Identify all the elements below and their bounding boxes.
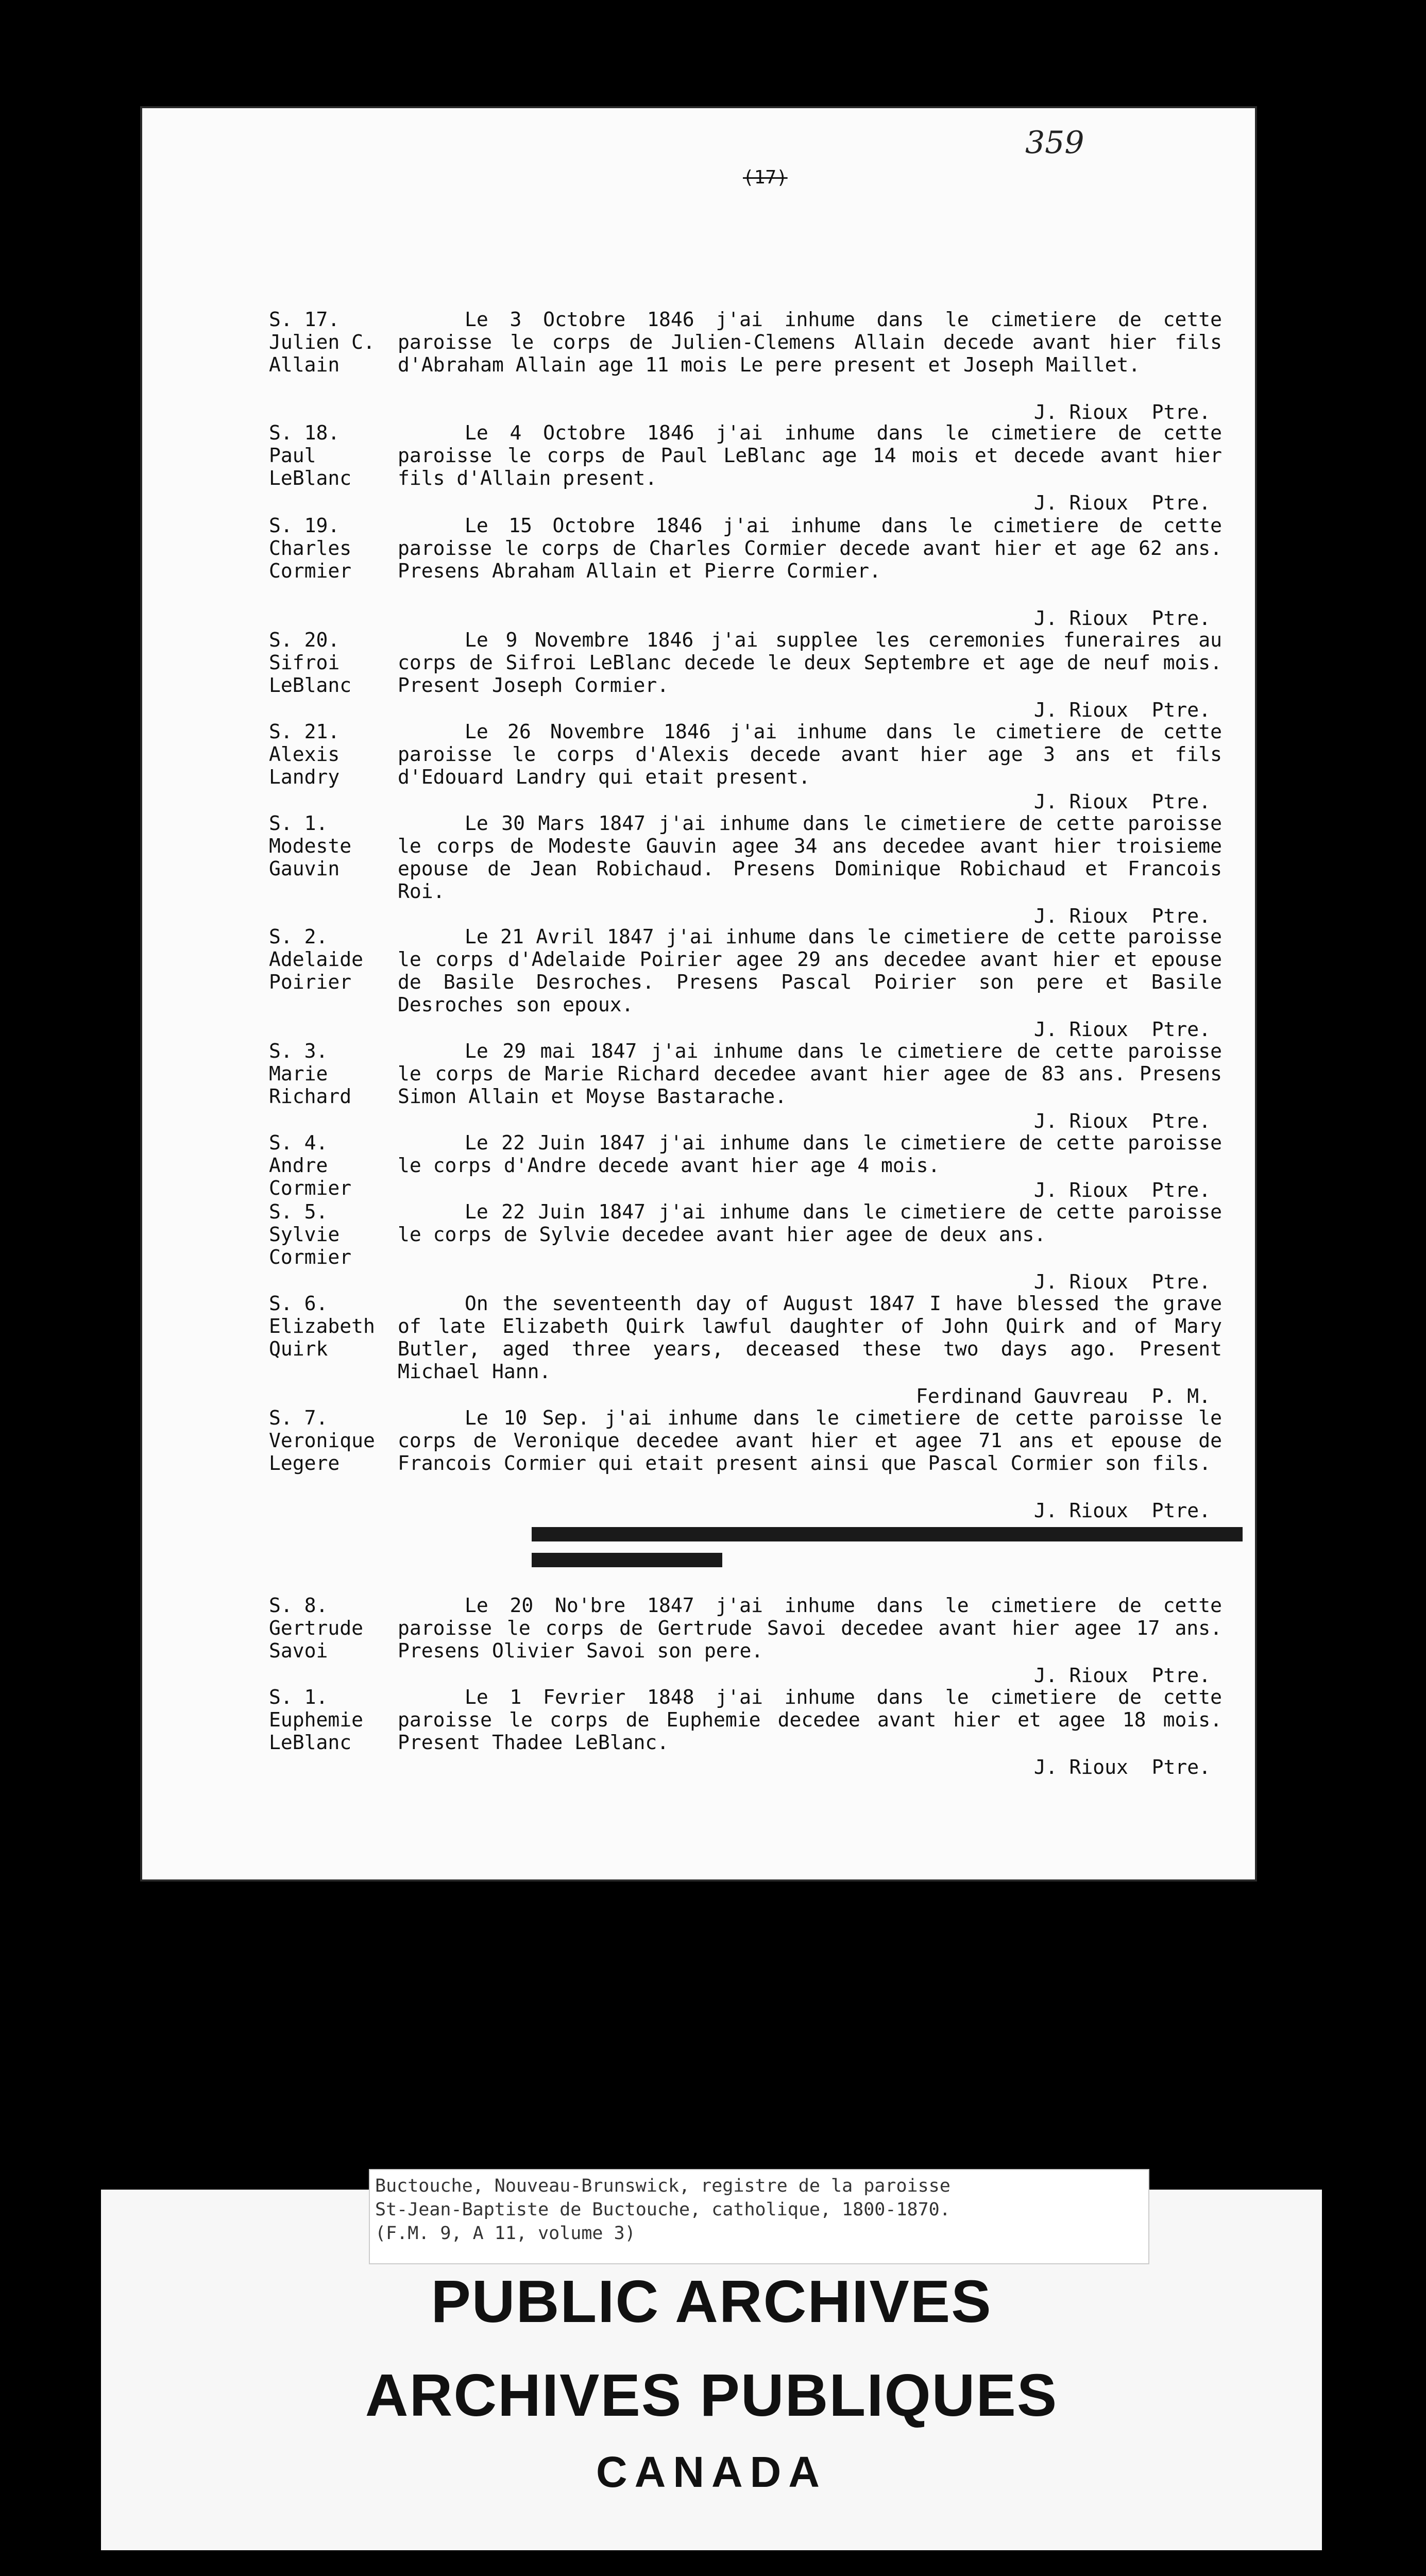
entry-text: Le 22 Juin 1847 j'ai inhume dans le cimetiere de cette paroisse le corps de Sylvie decedee avant hier agee de deux ans. (398, 1200, 1222, 1246)
folio-number: 359 (1025, 125, 1084, 161)
entry-signature: J. Rioux Ptre. (1033, 607, 1211, 630)
entry-signature: J. Rioux Ptre. (1033, 1018, 1211, 1041)
entry-signature: J. Rioux Ptre. (1033, 401, 1211, 423)
entry-text: Le 22 Juin 1847 j'ai inhume dans le cimetiere de cette paroisse le corps d'Andre decede avant hier age 4 mois. (398, 1131, 1222, 1177)
entry-label: S. 18. Paul LeBlanc (269, 421, 352, 489)
entry-signature: Ferdinand Gauvreau P. M. (916, 1385, 1211, 1408)
entry-label: S. 1. Euphemie LeBlanc (269, 1686, 364, 1754)
entry-label: S. 4. Andre Cormier (269, 1131, 352, 1199)
entry-signature: J. Rioux Ptre. (1033, 1664, 1211, 1687)
register-page (140, 106, 1257, 1882)
entry-signature: J. Rioux Ptre. (1033, 1756, 1211, 1778)
card-source-note (369, 2169, 1149, 2264)
note-line: Buctouche, Nouveau-Brunswick, registre de la paroisse (375, 2176, 950, 2196)
entry-label: S. 20. Sifroi LeBlanc (269, 629, 352, 697)
entry-signature: J. Rioux Ptre. (1033, 905, 1211, 927)
entry-signature: J. Rioux Ptre. (1033, 699, 1211, 721)
entry-text: Le 29 mai 1847 j'ai inhume dans le cimetiere de cette paroisse le corps de Marie Richard decedee avant hier agee de 83 ans. Presens Simon Allain et Moyse Bastarache. (398, 1040, 1222, 1108)
entry-label: S. 6. Elizabeth Quirk (269, 1292, 375, 1360)
struck-line-mark (532, 1523, 1243, 1580)
entry-text: Le 4 Octobre 1846 j'ai inhume dans le cimetiere de cette paroisse le corps de Paul LeBlanc age 14 mois et decede avant hier fils d'Allain present. (398, 421, 1222, 489)
entry-signature: J. Rioux Ptre. (1033, 790, 1211, 813)
entry-label: S. 19. Charles Cormier (269, 514, 352, 582)
note-line: (F.M. 9, A 11, volume 3) (375, 2223, 636, 2244)
card-title-french: ARCHIVES PUBLIQUES (365, 2362, 1058, 2429)
entry-signature: J. Rioux Ptre. (1033, 1499, 1211, 1522)
entry-text: Le 1 Fevrier 1848 j'ai inhume dans le cimetiere de cette paroisse le corps de Euphemie decedee avant hier et agee 18 mois. Present Thadee LeBlanc. (398, 1686, 1222, 1754)
entry-text: Le 20 No'bre 1847 j'ai inhume dans le cimetiere de cette paroisse le corps de Gertrude Savoi decedee avant hier agee 17 ans. Presens Olivier Savoi son pere. (398, 1594, 1222, 1662)
card-title-english: PUBLIC ARCHIVES (431, 2268, 992, 2335)
entry-label: S. 5. Sylvie Cormier (269, 1200, 352, 1268)
entry-text: Le 15 Octobre 1846 j'ai inhume dans le cimetiere de cette paroisse le corps de Charles Cormier decede avant hier et age 62 ans. Presens Abraham Allain et Pierre Cormier. (398, 514, 1222, 582)
entry-signature: J. Rioux Ptre. (1033, 1179, 1211, 1201)
entry-text: Le 3 Octobre 1846 j'ai inhume dans le cimetiere de cette paroisse le corps de Julien-Clemens Allain decede avant hier fils d'Abraham Allain age 11 mois Le pere present et Joseph Maillet. (398, 308, 1222, 376)
entry-text: Le 9 Novembre 1846 j'ai supplee les ceremonies funeraires au corps de Sifroi LeBlanc decede le deux Septembre et age de neuf mois. Present Joseph Cormier. (398, 629, 1222, 697)
entry-label: S. 3. Marie Richard (269, 1040, 352, 1108)
entry-label: S. 7. Veronique Legere (269, 1406, 375, 1475)
entry-text: Le 10 Sep. j'ai inhume dans le cimetiere de cette paroisse le corps de Veronique decedee avant hier et agee 71 ans et epouse de Francois Cormier qui etait present ainsi que Pascal Cormier son fils. (398, 1406, 1222, 1475)
entry-text: Le 30 Mars 1847 j'ai inhume dans le cimetiere de cette paroisse le corps de Modeste Gauvin agee 34 ans decedee avant hier troisieme epouse de Jean Robichaud. Presens Dominique Robichaud et Francois Roi. (398, 812, 1222, 903)
entry-text: Le 26 Novembre 1846 j'ai inhume dans le cimetiere de cette paroisse le corps d'Alexis decede avant hier age 3 ans et fils d'Edouard Landry qui etait present. (398, 720, 1222, 788)
entry-text: Le 21 Avril 1847 j'ai inhume dans le cimetiere de cette paroisse le corps d'Adelaide Poirier agee 29 ans decedee avant hier et epouse de Basile Desroches. Presens Pascal Poirier son pere et Basile Desroches son epoux. (398, 925, 1222, 1016)
entry-text: On the seventeenth day of August 1847 I have blessed the grave of late Elizabeth Quirk lawful daughter of John Quirk and of Mary Butler, aged three years, deceased these two days ago. Present Michael Hann. (398, 1292, 1222, 1383)
entry-label: S. 17. Julien C. Allain (269, 308, 375, 376)
entry-signature: J. Rioux Ptre. (1033, 1110, 1211, 1132)
entry-signature: J. Rioux Ptre. (1033, 492, 1211, 514)
entry-signature: J. Rioux Ptre. (1033, 1270, 1211, 1293)
entry-label: S. 2. Adelaide Poirier (269, 925, 364, 993)
note-line: St-Jean-Baptiste de Buctouche, catholique, 1800-1870. (375, 2199, 950, 2220)
card-country: CANADA (596, 2448, 827, 2496)
entry-label: S. 8. Gertrude Savoi (269, 1594, 364, 1662)
struck-out-entry (140, 1523, 1257, 1585)
archives-card (101, 2176, 1322, 2550)
entry-label: S. 21. Alexis Landry (269, 720, 340, 788)
page-number: (17) (743, 167, 788, 188)
entry-label: S. 1. Modeste Gauvin (269, 812, 352, 880)
